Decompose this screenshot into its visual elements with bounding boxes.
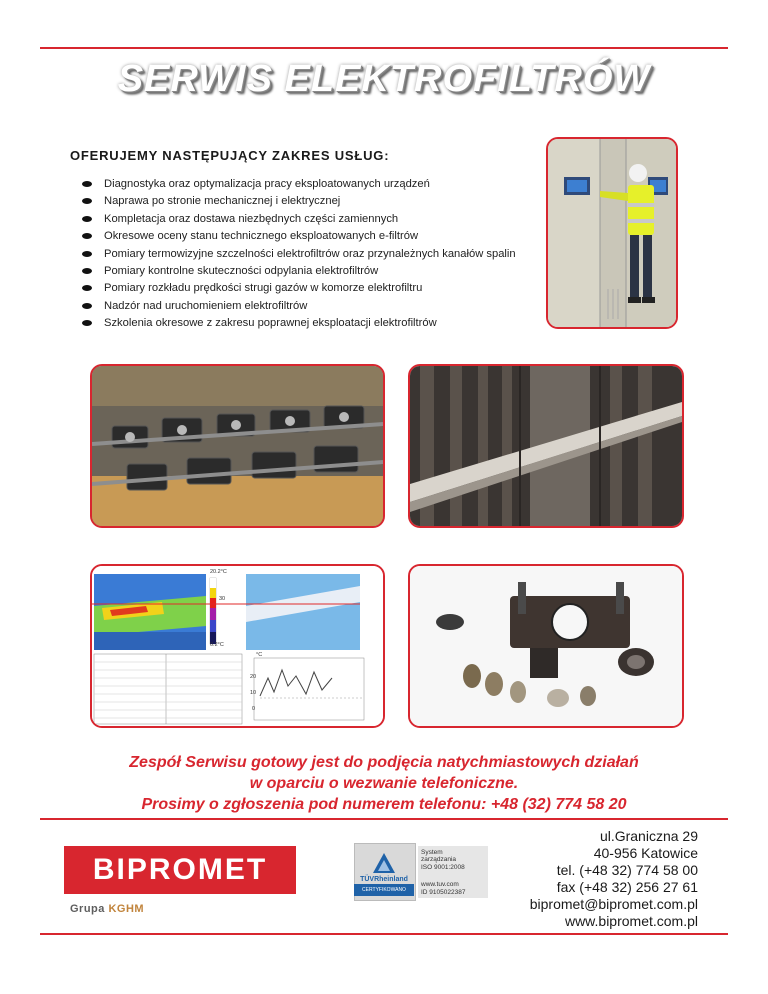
list-item: Szkolenia okresowe z zakresu poprawnej eksploatacji elektrofiltrów — [82, 315, 516, 332]
photo-precipitator-interior — [408, 364, 684, 528]
bullet-icon — [82, 233, 92, 239]
email-link[interactable]: bipromet@bipromet.com.pl — [529, 896, 698, 912]
group-caption — [70, 903, 144, 915]
thermal-scale-30: 30 — [219, 596, 226, 602]
group-name: KGHM — [108, 903, 145, 915]
bullet-icon — [82, 268, 92, 274]
bipromet-logo: BIPROMET — [64, 846, 296, 894]
thermal-imaging-report — [90, 564, 385, 728]
list-item: Pomiary termowizyjne szczelności elektrofiltrów oraz przynależnych kanałów spalin — [82, 246, 516, 263]
interior-illustration — [410, 366, 682, 526]
chart-tick-0: 0 — [252, 706, 256, 712]
chart-tick-20: 20 — [250, 674, 257, 680]
cta-line-1: Zespół Serwisu gotowy jest do podjęcia natychmiastowych działań — [129, 754, 639, 771]
website-link[interactable]: www.bipromet.com.pl — [564, 913, 698, 929]
chart-tick-10: 10 — [250, 690, 257, 696]
middle-rule — [40, 818, 728, 820]
page-title: SERWIS ELEKTROFILTRÓW — [117, 58, 651, 100]
thermal-scale-bottom: 0.2°C — [210, 642, 224, 648]
list-item: Nadzór nad uruchomieniem elektrofiltrów — [82, 298, 516, 315]
thermal-illustration — [92, 566, 383, 726]
bullet-icon — [82, 285, 92, 291]
bullet-icon — [82, 181, 92, 187]
electrodes-illustration — [92, 366, 383, 526]
tuv-label: CERTYFIKOWANO — [354, 884, 414, 896]
spare-parts-illustration — [410, 566, 682, 726]
fax: fax (+48 32) 256 27 61 — [556, 879, 698, 895]
bullet-icon — [82, 303, 92, 309]
list-item: Diagnostyka oraz optymalizacja pracy eksploatowanych urządzeń — [82, 176, 516, 193]
chart-unit: °C — [256, 652, 263, 658]
list-item: Naprawa po stronie mechanicznej i elektrycznej — [82, 193, 516, 210]
photo-worker-control-panel — [546, 137, 678, 329]
list-item: Pomiary kontrolne skuteczności odpylania elektrofiltrów — [82, 263, 516, 280]
list-item: Pomiary rozkładu prędkości strugi gazów w komorze elektrofiltru — [82, 280, 516, 297]
group-prefix: Grupa — [70, 903, 105, 915]
bullet-icon — [82, 216, 92, 222]
list-item: Kompletacja oraz dostawa niezbędnych części zamiennych — [82, 211, 516, 228]
contact-block — [530, 828, 698, 930]
photo-electrodes-installation — [90, 364, 385, 528]
phone: tel. (+48 32) 774 58 00 — [556, 862, 698, 878]
bottom-rule — [40, 933, 728, 935]
worker-illustration — [548, 139, 676, 327]
bullet-icon — [82, 251, 92, 257]
top-rule — [40, 47, 728, 49]
photo-spare-parts — [408, 564, 684, 728]
address-street: ul.Graniczna 29 — [599, 828, 698, 844]
cta-line-2: w oparciu o wezwanie telefoniczne. — [249, 775, 519, 792]
address-city: 40-956 Katowice — [593, 845, 698, 861]
bullet-icon — [82, 198, 92, 204]
bullet-icon — [82, 320, 92, 326]
tuv-brand: TÜVRheinland — [360, 876, 408, 883]
tuv-triangle-icon — [372, 852, 396, 874]
services-list — [82, 176, 516, 333]
services-heading: OFERUJEMY NASTĘPUJĄCY ZAKRES USŁUG: — [70, 148, 390, 163]
certificate-text: System zarządzania ISO 9001:2008 www.tuv.com ID 9105022387 — [418, 846, 488, 898]
cta-line-3: Prosimy o zgłoszenia pod numerem telefonu: +48 (32) 774 58 20 — [141, 796, 627, 813]
call-to-action — [0, 752, 768, 815]
thermal-scale-top: 20.2°C — [210, 569, 227, 575]
list-item: Okresowe oceny stanu technicznego eksploatowanych e-filtrów — [82, 228, 516, 245]
